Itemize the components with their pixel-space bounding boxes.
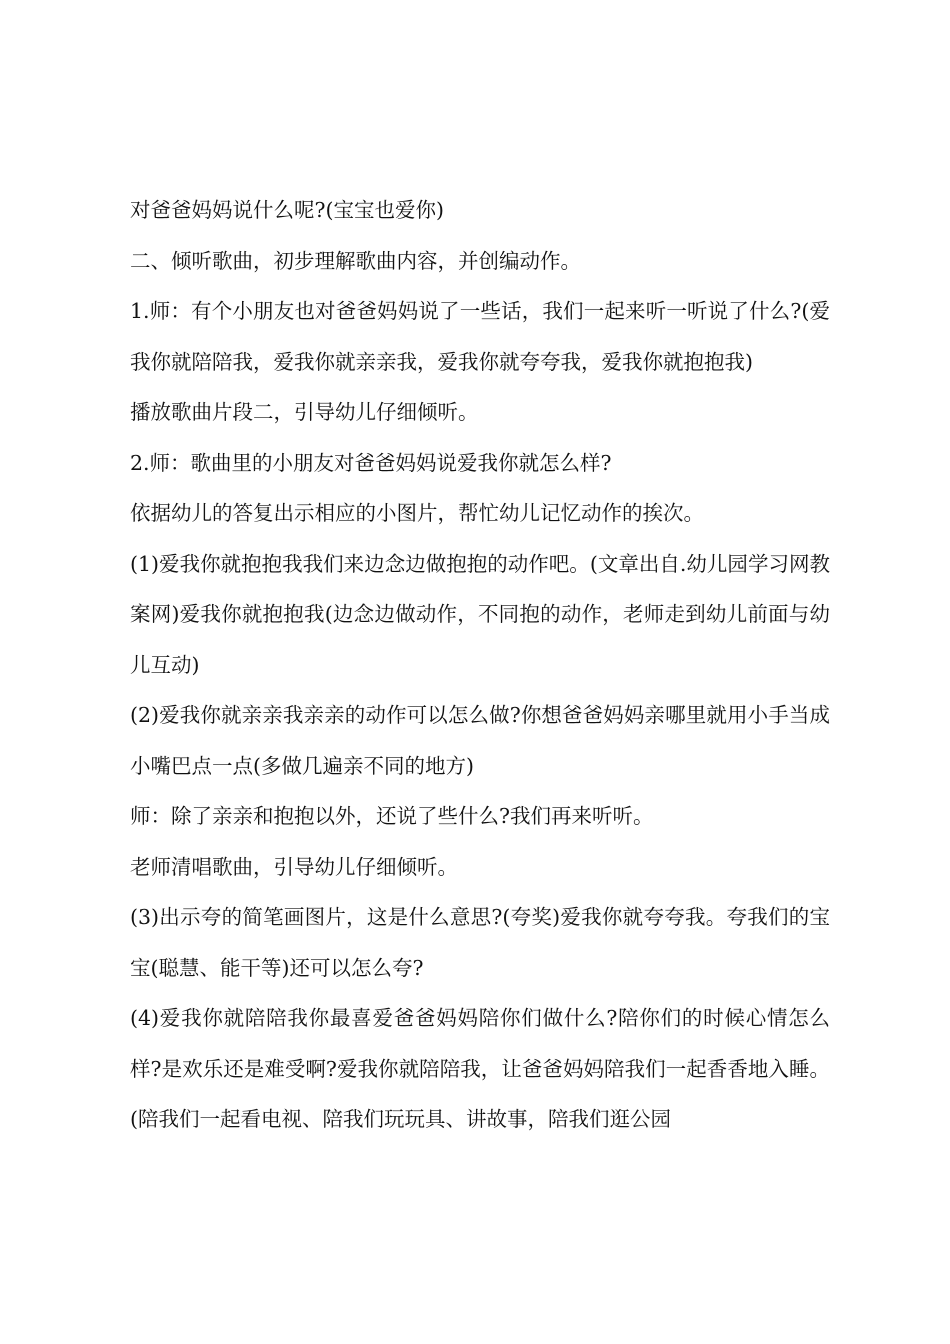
document-body — [130, 185, 830, 1145]
paragraph: (1)爱我你就抱抱我我们来边念边做抱抱的动作吧。(文章出自.幼儿园学习网教案网)爱我你就抱抱我(边念边做动作，不同抱的动作，老师走到幼儿前面与幼儿互动) — [130, 551, 830, 677]
paragraph: 对爸爸妈妈说什么呢?(宝宝也爱你) — [130, 198, 444, 222]
paragraph: (4)爱我你就陪陪我你最喜爱爸爸妈妈陪你们做什么?陪你们的时候心情怎么样?是欢乐还是难受啊?爱我你就陪陪我，让爸爸妈妈陪我们一起香香地入睡。(陪我们一起看电视、陪我们玩玩具、讲故事，陪我们逛公园 — [130, 1006, 830, 1131]
paragraph: 播放歌曲片段二，引导幼儿仔细倾听。 — [130, 400, 479, 424]
paragraph: 2.师：歌曲里的小朋友对爸爸妈妈说爱我你就怎么样? — [130, 450, 612, 475]
section-heading: 二、倾听歌曲，初步理解歌曲内容，并创编动作。 — [130, 248, 581, 273]
paragraph: 依据幼儿的答复出示相应的小图片，帮忙幼儿记忆动作的挨次。 — [130, 501, 704, 525]
paragraph: (3)出示夸的简笔画图片，这是什么意思?(夸奖)爱我你就夸夸我。夸我们的宝宝(聪慧、能干等)还可以怎么夸? — [130, 905, 830, 980]
paragraph: 师：除了亲亲和抱抱以外，还说了些什么?我们再来听听。 — [130, 804, 654, 828]
paragraph: 老师清唱歌曲，引导幼儿仔细倾听。 — [130, 854, 458, 879]
paragraph: (2)爱我你就亲亲我亲亲的动作可以怎么做?你想爸爸妈妈亲哪里就用小手当成小嘴巴点一点(多做几遍亲不同的地方) — [130, 703, 830, 778]
paragraph: 1.师：有个小朋友也对爸爸妈妈说了一些话，我们一起来听一听说了什么?(爱我你就陪陪我，爱我你就亲亲我，爱我你就夸夸我，爱我你就抱抱我) — [130, 299, 830, 374]
